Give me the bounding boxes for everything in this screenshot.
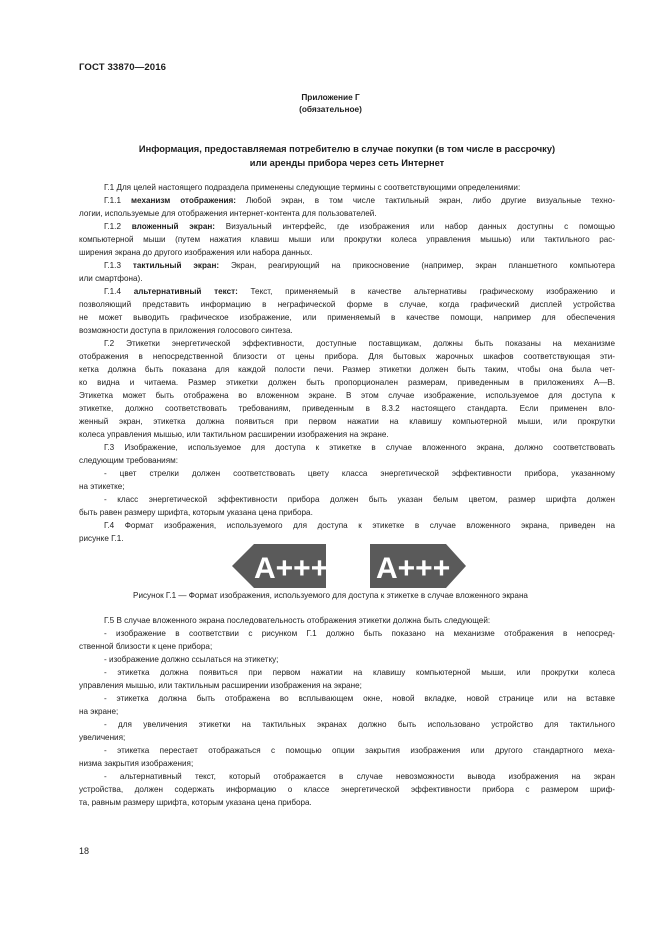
text-line: - этикетка должна появиться при первом нажатии на клавишу компьютерной мыши, или прокрутки колеса (104, 668, 615, 677)
text-line: кетка должна быть показана для каждой полости печи. Размер этикетки должен быть таким, чтобы она была чет- (79, 365, 615, 374)
text-line: возможности доступа в приложения голосового синтеза. (79, 326, 293, 335)
text-line: ко видна и читаема. Размер этикетки должен быть пропорционален размерам, приведенным в приложениях А—В. (79, 378, 615, 387)
text-line: следующим требованиям: (79, 456, 178, 465)
text-line: Г.1.2 вложенный экран: Визуальный интерфейс, где изображения или набор данных доступны с помощью (104, 222, 616, 231)
text-line: - изображение в соответствии с рисунком Г.1 должно быть показано на механизме отображения в непосред- (104, 629, 615, 638)
text-line: ственной близости к цене прибора; (79, 642, 213, 651)
text-line: управления мышью, или тактильным расширении изображения на экране; (79, 681, 362, 690)
text-line: - изображение должно ссылаться на этикетку; (104, 655, 279, 664)
text-line: устройства, должен содержать информацию о классе энергетической эффективности прибора с размером шриф- (79, 785, 615, 794)
text-line: на этикетке; (79, 482, 125, 491)
figure-caption: Рисунок Г.1 — Формат изображения, используемого для доступа к этикетке в случае вложенного экрана (133, 591, 528, 600)
appendix-status: (обязательное) (299, 104, 362, 114)
text-line: быть равен размеру шрифта, которым указана цена прибора. (79, 508, 313, 517)
text-line: Г.1 Для целей настоящего подраздела применены следующие термины с соответствующими определениями: (104, 183, 521, 192)
section-title-line: или аренды прибора через сеть Интернет (249, 158, 445, 168)
text-line: - этикетка должна быть отображена во всплывающем окне, новой вкладке, новой странице или на вставке (104, 694, 615, 703)
text-line: Г.1.4 альтернативный текст: Текст, применяемый в качестве альтернативы графическому изображению и (104, 287, 615, 296)
section-title-line: Информация, предоставляемая потребителю в случае покупки (в том числе в рассрочку) (138, 144, 556, 154)
text-line: или смартфона). (79, 274, 143, 283)
text-line: Этикетка может быть отображена во вложенном экране. В этом случае изображение, используемое для доступа к (79, 391, 615, 400)
appendix-title: Приложение Г (301, 92, 360, 102)
text-line: - этикетка перестает отображаться с помощью опции закрытия изображения или другого стандартного меха- (104, 746, 615, 755)
energy-arrow-right (370, 544, 466, 588)
text-line: Г.4 Формат изображения, используемого для доступа к этикетке в случае вложенного экрана, приведен на (104, 521, 615, 530)
energy-arrow-left (232, 544, 328, 588)
standard-header: ГОСТ 33870—2016 (79, 62, 167, 73)
energy-class-label: A+++ (254, 552, 329, 585)
text-line: рисунке Г.1. (79, 534, 124, 543)
text-line: низма закрытия изображения; (79, 759, 194, 768)
text-line: - цвет стрелки должен соответствовать цвету класса энергетической эффективности прибора, указанному (104, 469, 615, 478)
text-line: этикетке, должно соответствовать требованиям, приведенным в 8.3.2 настоящего стандарта. Если применен вло- (79, 404, 615, 413)
text-line: логии, используемые для отображения интернет-контента для пользователей. (79, 209, 377, 218)
text-line: Г.2 Этикетки энергетической эффективности, доступные поставщикам, должны быть показаны на механизме (104, 339, 615, 348)
text-line: - альтернативный текст, который отображается в случае невозможности вывода изображения на экран (104, 772, 615, 781)
text-line: не может выводить графическое изображение, или применяемый в качестве помощи, например для обеспечения (79, 313, 615, 322)
text-line: - класс энергетической эффективности прибора должен быть указан белым цветом, размер шрифта должен (104, 495, 615, 504)
text-line: позволяющий представить информацию в неграфической форме в случае, когда графический дисплей устройства (79, 300, 615, 309)
text-line: отображения в непосредственной близости от цены прибора. Для бытовых жарочных шкафов соответствующая эти- (79, 352, 615, 361)
text-line: та, равным размеру шрифта, которым указана цена прибора. (79, 798, 312, 807)
text-line: Г.3 Изображение, используемое для доступа к этикетке в случае вложенного экрана, должно соответствовать (104, 443, 615, 452)
text-line: ширения экрана до другого изображения или набора данных. (79, 248, 313, 257)
energy-label-figure (0, 541, 661, 591)
text-line: увеличения; (79, 733, 126, 742)
energy-class-label: A+++ (376, 552, 451, 585)
text-line: женный экран, этикетка должна появиться при первом нажатии на клавишу компьютерной мыши, или прокрутки (79, 417, 615, 426)
text-line: Г.5 В случае вложенного экрана последовательность отображения этикетки должна быть следующей: (104, 616, 491, 625)
text-line: компьютерной мыши (путем нажатия клавиш мыши или прокрутки колеса управления мышью) или тактильного рас- (79, 235, 615, 244)
text-line: колеса управления мышью, или тактильном расширении изображения на экране. (79, 430, 389, 439)
text-line: - для увеличения этикетки на тактильных экранах должно быть использовано устройство для тактильного (104, 720, 615, 729)
text-line: Г.1.3 тактильный экран: Экран, реагирующий на прикосновение (например, экран планшетного компьютера (104, 261, 616, 270)
text-line: на экране; (79, 707, 119, 716)
page-number: 18 (79, 846, 90, 856)
text-line: Г.1.1 механизм отображения: Любой экран, в том числе тактильный экран, либо другие визуальные техно- (104, 196, 615, 205)
